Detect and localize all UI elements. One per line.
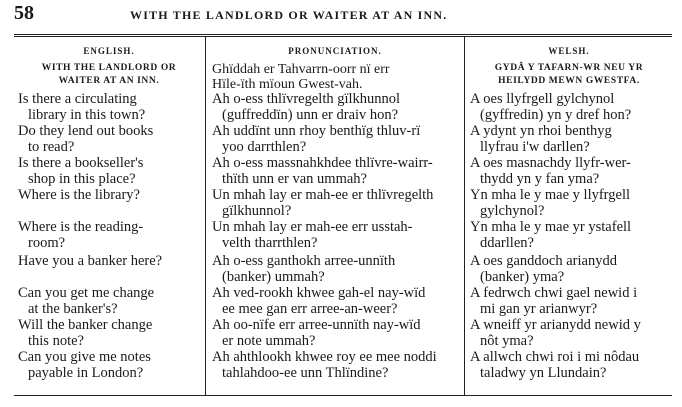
english-entry-line: room? — [28, 234, 66, 251]
pronunciation-entry-line: Ah ved-rookh khwee gah-el nay-wïd — [212, 285, 426, 301]
column-divider-1 — [205, 37, 206, 395]
english-section-line: WITH THE LANDLORD OR — [41, 63, 177, 73]
welsh-entry-line: (banker) yma? — [480, 268, 565, 285]
welsh-entry-line: nôt yma? — [480, 332, 534, 349]
welsh-entry — [470, 124, 668, 155]
english-entry-line: Is there a bookseller's — [18, 155, 144, 171]
welsh-entry-line: A wneiff yr arianydd newid y — [470, 317, 641, 333]
welsh-entry — [470, 350, 668, 381]
welsh-entry-line: A ydynt yn rhoi benthyg — [470, 123, 612, 139]
pronunciation-entry-line: thïth unn er van ummah? — [222, 170, 367, 187]
welsh-entry — [470, 156, 668, 187]
welsh-entry-line: llyfrau i'w darllen? — [480, 138, 590, 155]
column-divider-2 — [464, 37, 465, 395]
welsh-entry-line: A allwch chwi roi i mi nôdau — [470, 349, 640, 365]
english-entry — [18, 188, 200, 204]
pronunciation-section-line: Hïle-ïth mïoun Gwest-vah. — [212, 77, 363, 92]
pronunciation-entry-line: gïlkhunnol? — [222, 202, 292, 219]
english-entry-line: Where is the reading- — [18, 219, 144, 235]
pronunciation-entry-line: velth tharrthlen? — [222, 234, 318, 251]
english-entry-line: Where is the library? — [18, 187, 140, 203]
english-entry — [18, 156, 200, 187]
welsh-entry — [470, 92, 668, 123]
running-head: WITH THE LANDLORD OR WAITER AT AN INN. — [130, 8, 448, 22]
pronunciation-heading: PRONUNCIATION. — [288, 46, 382, 56]
pronunciation-entry-line: ee mee gan err arree-an-weer? — [222, 300, 398, 317]
english-entry-line: Is there a circulating — [18, 91, 137, 107]
pronunciation-entry — [212, 286, 458, 317]
welsh-entry-line: Yn mha le y mae y llyfrgell — [470, 187, 630, 203]
welsh-column — [470, 44, 668, 392]
welsh-entry-line: gylchynol? — [480, 202, 545, 219]
english-entry — [18, 350, 200, 381]
pronunciation-entry-line: Ah o-ess ganthokh arree-unnïth — [212, 253, 396, 269]
welsh-entry — [470, 318, 668, 349]
pronunciation-entry — [212, 318, 458, 349]
welsh-heading: WELSH. — [548, 46, 590, 56]
top-rule — [14, 34, 672, 35]
pronunciation-entry-line: yoo darrthlen? — [222, 138, 307, 155]
english-entry-line: this note? — [28, 332, 84, 349]
welsh-entry-line: taladwy yn Llundain? — [480, 364, 607, 381]
pronunciation-entry-line: Ah ahthlookh khwee roy ee mee noddi — [212, 349, 437, 365]
welsh-entry — [470, 286, 668, 317]
english-section-title — [18, 62, 200, 92]
pronunciation-column — [212, 44, 458, 392]
pronunciation-entry-line: (banker) ummah? — [222, 268, 325, 285]
english-entry — [18, 124, 200, 155]
welsh-entry — [470, 220, 668, 251]
welsh-entry — [470, 254, 668, 285]
english-entry — [18, 92, 200, 123]
english-heading: ENGLISH. — [83, 46, 135, 56]
english-entry — [18, 286, 200, 317]
pronunciation-entry — [212, 124, 458, 155]
english-entry-line: library in this town? — [28, 106, 146, 123]
pronunciation-entries — [212, 92, 458, 392]
english-entry-line: Can you give me notes — [18, 349, 151, 365]
welsh-entry — [470, 188, 668, 219]
english-entry-line: shop in this place? — [28, 170, 136, 187]
pronunciation-entry-line: Ah oo-nïfe err arree-unnïth nay-wïd — [212, 317, 421, 333]
welsh-entry-line: ddarllen? — [480, 234, 534, 251]
pronunciation-entry — [212, 156, 458, 187]
english-entry — [18, 254, 200, 270]
welsh-entry-line: mi gan yr arianwyr? — [480, 300, 598, 317]
pronunciation-entry — [212, 254, 458, 285]
english-entry-line: Do they lend out books — [18, 123, 154, 139]
welsh-entries — [470, 92, 668, 392]
english-entry-line: at the banker's? — [28, 300, 118, 317]
welsh-entry-line: A oes ganddoch arianydd — [470, 253, 617, 269]
english-entry-line: Have you a banker here? — [18, 253, 163, 269]
pronunciation-entry-line: Ah o-ess massnahkhdee thlïvre-wairr- — [212, 155, 433, 171]
pronunciation-entry — [212, 92, 458, 123]
welsh-entry-line: Yn mha le y mae yr ystafell — [470, 219, 632, 235]
pronunciation-entry — [212, 350, 458, 381]
welsh-entry-line: thydd yn y fan yma? — [480, 170, 600, 187]
welsh-entry-line: A oes llyfrgell gylchynol — [470, 91, 615, 107]
top-rule-thin — [14, 36, 672, 37]
welsh-entry-line: A oes masnachdy llyfr-wer- — [470, 155, 631, 171]
pronunciation-entry-line: Un mhah lay er mah-ee er thlïvregelth — [212, 187, 434, 203]
welsh-entry-line: (gyffredin) yn y dref hon? — [480, 106, 632, 123]
welsh-section-line: HEILYDD MEWN GWESTFA. — [498, 76, 640, 86]
page-number: 58 — [14, 2, 34, 24]
pronunciation-entry — [212, 220, 458, 251]
pronunciation-entry — [212, 188, 458, 219]
pronunciation-entry-line: Un mhah lay er mah-ee err usstah- — [212, 219, 413, 235]
english-entry-line: to read? — [28, 138, 75, 155]
pronunciation-entry-line: er note ummah? — [222, 332, 316, 349]
english-entry — [18, 318, 200, 349]
pronunciation-entry-line: tahlahdoo-ee unn Thlïndine? — [222, 364, 389, 381]
pronunciation-section-title — [212, 62, 458, 92]
english-entry — [18, 220, 200, 251]
welsh-section-line: GYDÂ Y TAFARN-WR NEU YR — [494, 63, 644, 73]
welsh-section-title — [470, 62, 668, 92]
english-entries — [18, 92, 200, 392]
pronunciation-entry-line: Ah o-ess thlïvregelth gïlkhunnol — [212, 91, 401, 107]
english-entry-line: Will the banker change — [18, 317, 153, 333]
pronunciation-entry-line: Ah uddïnt unn rhoy benthïg thluv-rï — [212, 123, 421, 139]
welsh-entry-line: A fedrwch chwi gael newid i — [470, 285, 638, 301]
bottom-rule — [14, 395, 672, 396]
english-entry-line: Can you get me change — [18, 285, 155, 301]
english-section-line: WAITER AT AN INN. — [58, 76, 160, 86]
english-column — [18, 44, 200, 392]
english-entry-line: payable in London? — [28, 364, 144, 381]
pronunciation-entry-line: (guffreddïn) unn er draiv hon? — [222, 106, 399, 123]
pronunciation-section-line: Ghïddah er Tahvarrn-oorr nï err — [212, 62, 390, 77]
